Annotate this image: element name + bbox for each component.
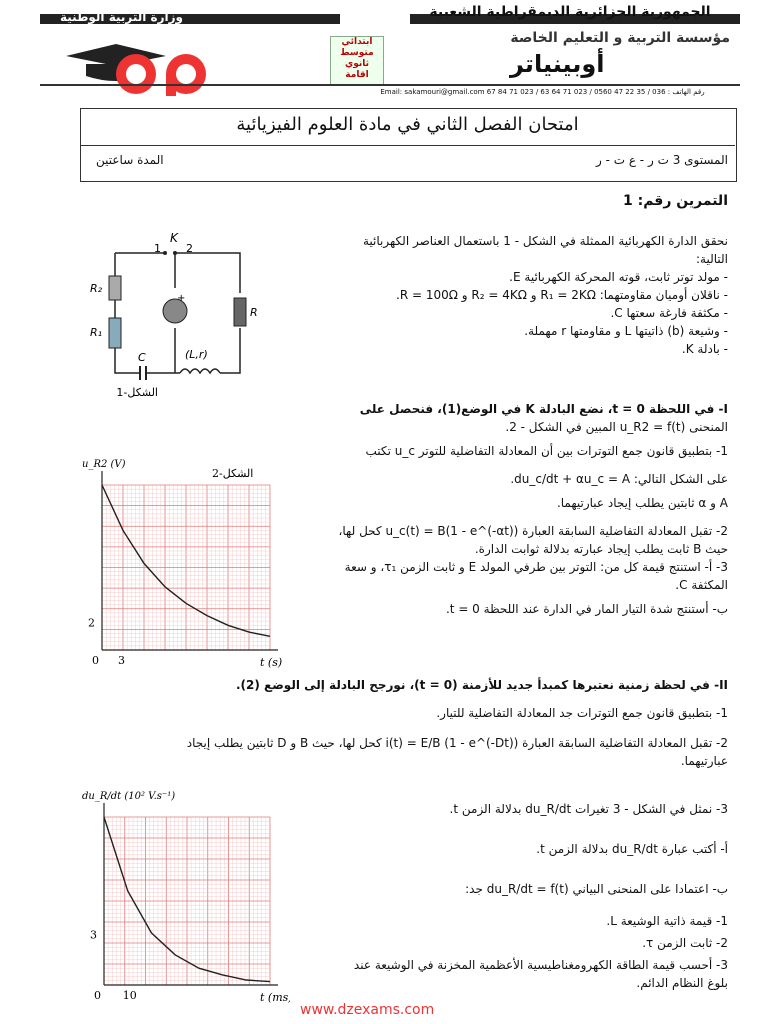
- text-line: بلوغ النظام الدائم.: [636, 976, 728, 990]
- label-r1: R₁: [90, 326, 103, 339]
- label-r: R: [250, 306, 258, 319]
- text-line: المنحنى u_R2 = f(t) المبين في الشكل - 2.: [505, 420, 728, 434]
- school-line: مؤسسة التربية و التعليم الخاصة: [510, 30, 730, 46]
- text-line: التالية:: [695, 252, 728, 266]
- label-position-2: 2: [186, 242, 193, 255]
- tick-label-y1: 3: [90, 928, 97, 942]
- label-r2: R₂: [90, 282, 103, 295]
- text-line: 1- بتطبيق قانون جمع التوترات بين أن المعادلة التفاضلية للتوتر u_c تكتب: [365, 444, 728, 458]
- label-coil: (L,r): [185, 348, 208, 361]
- republic-text: الجمهورية الجزائرية الديمقراطية الشعبية: [429, 4, 711, 20]
- chart-title: الشكل-2: [212, 467, 254, 480]
- text-line: - وشيعة (b) ذاتيتها L و مقاومتها r مهملة.: [524, 324, 728, 338]
- text-line: I- في اللحظة t = 0، نضع البادلة K في الوضع(1)، فنحصل على: [359, 402, 728, 416]
- chart-figure-3: [80, 775, 290, 1009]
- x-axis-label: t (s): [260, 656, 283, 669]
- text-line: 2- تقبل المعادلة التفاضلية السابقة العبارة u_c(t) = B(1 - e^(-αt)) كحل لها،: [338, 524, 728, 538]
- exam-duration: المدة ساعتين: [96, 153, 164, 167]
- x-axis-label: t (ms): [260, 991, 290, 1004]
- label-k: K: [170, 231, 178, 245]
- text-line: - بادلة K.: [681, 342, 728, 356]
- y-axis-label: u_R2 (V): [82, 459, 126, 470]
- text-line: - مولد توتر ثابت، قوته المحركة الكهربائية E.: [509, 270, 728, 284]
- figure-1-caption: الشكل-1: [116, 386, 158, 399]
- tick-label-x0: 0: [92, 654, 99, 667]
- text-line: 2- ثابت الزمن τ.: [642, 936, 728, 950]
- exercise-text-block: [258, 232, 728, 358]
- text-line: 3- أحسب قيمة الطاقة الكهرومغناطيسية الأعظمية المخزنة في الوشيعة عند: [353, 958, 728, 972]
- ministry-text: وزارة التربية الوطنية: [60, 10, 184, 24]
- levels-badge: ابتدائي متوسط ثانوي اقامة: [330, 36, 384, 86]
- text-line: 1- قيمة ذاتية الوشيعة L.: [606, 914, 728, 928]
- tick-label-x1: 3: [118, 654, 125, 667]
- label-plus: +: [177, 293, 186, 304]
- text-line: المكثفة C.: [675, 578, 728, 592]
- text-line: 2- تقبل المعادلة التفاضلية السابقة العبارة i(t) = E/B (1 - e^(-Dt)) كحل لها، حيث B و D ثابتين يطلب إيجاد: [186, 736, 728, 750]
- text-line: - مكثفة فارغة سعتها C.: [610, 306, 728, 320]
- text-line: 3- نمثل في الشكل - 3 تغيرات du_R/dt بدلالة الزمن t.: [449, 802, 728, 816]
- text-line: A و α ثابتين يطلب إيجاد عبارتيهما.: [556, 496, 728, 510]
- text-line: - ناقلان أوميان مقاومتهما: R₁ = 2KΩ و R₂ = 4KΩ و R = 100Ω.: [396, 288, 728, 302]
- text-line: عبارتيهما.: [680, 754, 728, 768]
- tick-label-x1: 10: [122, 989, 137, 1002]
- text-line: حيث B ثابت يطلب إيجاد عبارته بدلالة ثوابت الدارة.: [474, 542, 728, 556]
- text-line: نحقق الدارة الكهربائية الممثلة في الشكل - 1 باستعمال العناصر الكهربائية: [363, 234, 728, 248]
- part-2-block: [138, 676, 728, 770]
- school-name: أوبينياتر: [510, 50, 605, 78]
- text-line: II- في لحظة زمنية نعتبرها كمبدأ جديد للأزمنة (t = 0)، نورجح البادلة إلى الوضع (2).: [235, 678, 728, 692]
- text-line: ب- أستنتج شدة التيار المار في الدارة عند اللحظة t = 0.: [445, 602, 728, 616]
- exam-level: المستوى 3 ت ر - ع ت - ر: [595, 153, 728, 167]
- text-line: ب- اعتمادا على المنحنى البياني du_R/dt = f(t) جد:: [465, 882, 728, 896]
- text-line: أ- أكتب عبارة du_R/dt بدلالة الزمن t.: [536, 842, 728, 856]
- text-line: على الشكل التالي: du_c/dt + αu_c = A.: [510, 472, 728, 486]
- tick-label-y1: 2: [88, 616, 95, 630]
- label-c: C: [138, 351, 146, 364]
- school-logo: [56, 36, 226, 100]
- exercise-title: التمرين رقم: 1: [622, 193, 728, 209]
- exam-title: امتحان الفصل الثاني في مادة العلوم الفيزيائية: [236, 114, 579, 135]
- part-2-questions: [288, 800, 728, 992]
- label-position-1: 1: [154, 242, 161, 255]
- footer-url: www.dzexams.com: [300, 1002, 435, 1018]
- header-divider: [40, 84, 740, 86]
- figure-1-circuit: [80, 228, 280, 407]
- y-axis-label: du_R/dt (10² V.s⁻¹): [82, 791, 176, 802]
- tick-label-x0: 0: [94, 989, 101, 1002]
- chart-figure-2: [80, 455, 290, 679]
- text-line: 3- أ- استنتج قيمة كل من: التوتر بين طرفي المولد E و ثابت الزمن τ₁، و سعة: [344, 560, 728, 574]
- exam-box-divider: [80, 145, 735, 146]
- text-line: 1- بتطبيق قانون جمع التوترات جد المعادلة التفاضلية للتيار.: [436, 706, 728, 720]
- contact-line: رقم الهاتف : 036 / 35 22 47 0560 / 023 71 64 63 / 023 71 84 67 Email: sakamouri@gmail.com: [380, 88, 705, 96]
